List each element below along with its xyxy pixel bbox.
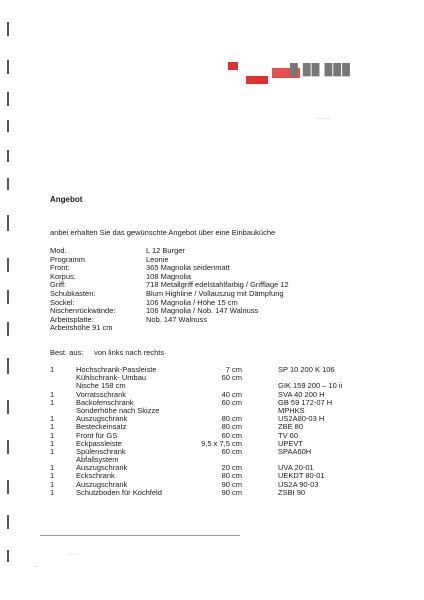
item-qty: 1 [50,389,55,399]
spec-value: Leonie [146,254,169,264]
scan-mark [7,400,9,414]
spec-value: L 12 Burger [146,246,185,255]
order-label: Best. aus: [50,348,84,357]
item-measure: 9,5 x 7,5 cm [201,438,242,448]
item-measure: 60 cm [221,446,242,456]
item-description: Spülenschrank [76,446,126,456]
spec-label: Korpus: [50,271,76,281]
item-measure: 60 cm [221,397,242,407]
spec-list [50,247,289,333]
spec-label: Mod. [50,246,67,255]
scan-mark [7,322,9,336]
item-measure: 90 cm [221,487,242,497]
order-direction [50,348,164,357]
scan-mark [7,92,9,106]
item-code: UVA 20-01 [278,463,314,473]
spec-row [50,247,289,256]
item-measure: 90 cm [221,479,242,489]
item-description: Sonderhöhe nach Skizze [76,405,160,415]
item-description: Auszugschrank [76,414,128,424]
spec-value: 365 Magnolia seidenmatt [146,263,230,273]
item-qty: 1 [50,463,55,473]
spec-value: Nob. 147 Walnuss [146,314,208,324]
item-measure: 40 cm [221,389,242,399]
item-code: GIK 159 200 – 10 ii [278,381,343,391]
item-qty: 1 [50,487,55,497]
spec-value: 106 Magnolia / Nob. 147 Walnuss [146,306,259,316]
scan-mark [7,358,9,374]
item-code: MPHKS [278,405,305,415]
scan-mark [7,120,9,132]
item-measure: 7 cm [225,365,242,374]
document-title: Angebot [50,195,83,204]
item-description: Front für GS [76,430,118,440]
item-measure: 80 cm [221,471,242,481]
item-code: SVA 40 200 H [278,389,325,399]
spec-label: Programm [50,254,86,264]
scan-artifact: ──── [316,116,332,121]
item-qty: 1 [50,422,55,432]
item-qty: 1 [50,414,55,424]
item-description: Nische 158 cm [76,381,126,391]
item-description: Abfallsystem [76,455,119,465]
item-code: TV 60 [278,430,299,440]
item-measure: 80 cm [221,414,242,424]
spec-label: Arbeitshöhe 91 cm [50,323,113,333]
spec-value: Blum Highline / Vollauszug mit Dämpfung [146,288,284,298]
item-code: US2A80-03 H [278,414,325,424]
item-code: UEKDT 80-01 [278,471,325,481]
scan-mark [7,60,9,74]
item-qty: 1 [50,446,55,456]
item-qty: 1 [50,471,55,481]
order-text: von links nach rechts [94,348,165,357]
item-code: SP 10 200 K 106 [278,365,335,374]
item-description: Schutzboden für Kochfeld [76,487,162,497]
spec-label: Front: [50,263,70,273]
item-measure: 60 cm [221,373,242,383]
signature-scribble: ⋅⋅ ⋅⋅⋅ [68,552,78,558]
spec-value: 106 Magnolia / Höhe 15 cm [146,297,238,307]
signature-line [40,535,240,536]
item-description: Backofenschrank [76,397,134,407]
scan-mark [7,150,9,162]
item-measure: 80 cm [221,422,242,432]
spec-label: Schubkasten: [50,288,96,298]
spec-label: Nischenrückwände: [50,306,116,316]
item-code: GB 59 172-07 H [278,397,333,407]
item-code: ZBE 80 [278,422,304,432]
item-description: Eckschrank [76,471,115,481]
item-description: Besteckeinsatz [76,422,127,432]
spec-value: 108 Magnolia [146,271,192,281]
item-description: Vorratsschrank [76,389,127,399]
scan-mark [7,178,9,190]
item-code: US2A 90-03 [278,479,319,489]
company-logo: █ ██ ███ [228,58,378,88]
spec-label: Arbeitsplatte: [50,314,94,324]
scan-mark [7,258,9,272]
item-code: SPAA60H [278,446,312,456]
item-description: Auszugschrank [76,479,128,489]
item-code: UPEVT [278,438,304,448]
item-measure: 60 cm [221,430,242,440]
item-description: Auszugschrank [76,463,128,473]
scan-mark [7,480,9,494]
item-description: Hochschrank-Passleiste [76,365,157,374]
spec-label: Sockel: [50,297,75,307]
item-qty: 1 [50,438,55,448]
scan-mark [7,22,9,36]
item-description: Eckpassleiste [76,438,122,448]
item-qty: 1 [50,397,55,407]
item-description: Kühlschrank- Umbau [76,373,147,383]
scan-mark [7,515,9,529]
scan-mark [7,440,9,454]
scan-mark [7,215,9,231]
item-qty: 1 [50,479,55,489]
signature-scribble: ⋅⋅⋅ [34,564,39,570]
item-qty: 1 [50,430,55,440]
spec-row [50,324,289,333]
intro-text: anbei erhalten Sie das gewünschte Angebot über eine Einbauküche [50,228,276,237]
spec-value: 718 Metallgriff edelstahlfarbig / Grifflage 12 [146,280,289,290]
item-code: ZSBI 90 [278,487,306,497]
spec-label: Griff: [50,280,67,290]
scan-mark [7,550,9,562]
item-measure: 20 cm [221,463,242,473]
item-qty: 1 [50,365,55,374]
scan-mark [7,290,9,304]
